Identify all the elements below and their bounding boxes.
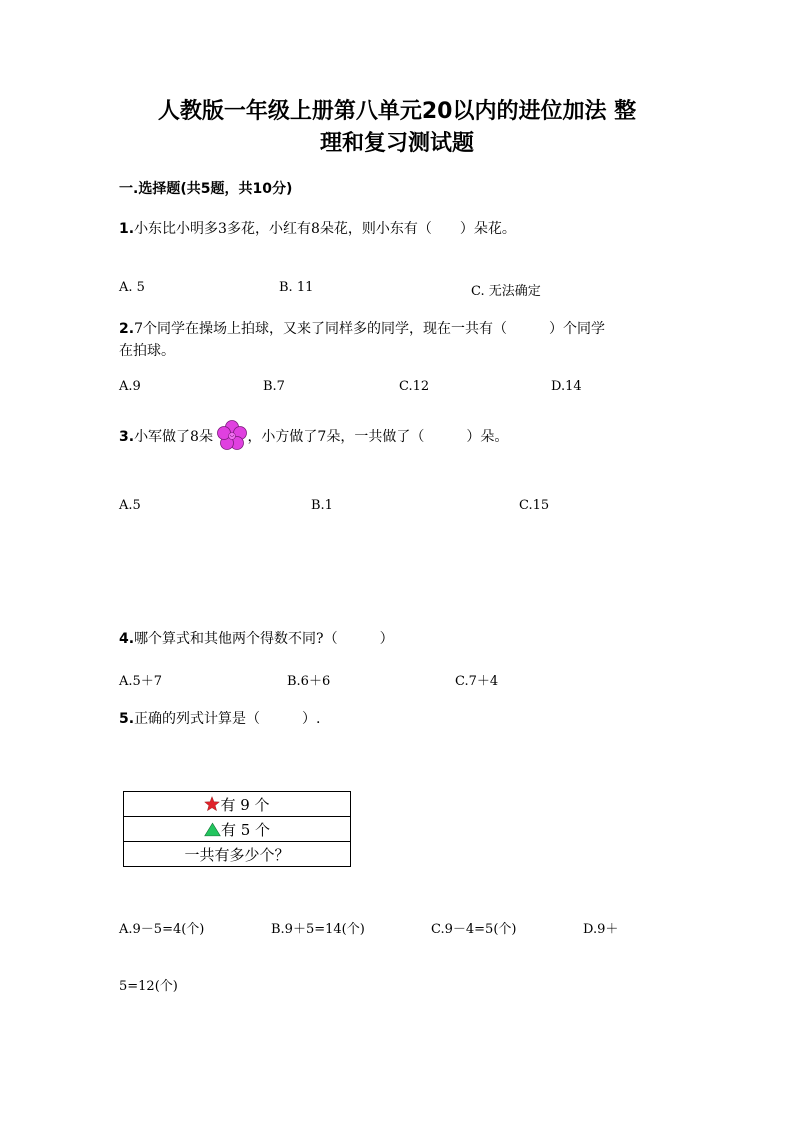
q3-option-c[interactable]: C.15 [519, 498, 550, 513]
question-4 [119, 628, 394, 648]
question-5 [119, 708, 321, 728]
q5-option-a[interactable]: A.9－5=4(个) [119, 922, 205, 937]
q5-option-b[interactable]: B.9＋5=14(个) [271, 922, 365, 937]
table-row [124, 792, 351, 817]
green-triangle-icon [204, 822, 221, 837]
section-heading: 一.选择题(共5题，共10分) [119, 181, 293, 197]
q2-option-b[interactable]: B.7 [263, 379, 285, 394]
q5-option-c[interactable]: C.9－4=5(个) [431, 922, 517, 937]
question-number: 2. [119, 321, 135, 337]
question-1 [119, 218, 516, 238]
q4-option-c[interactable]: C.7＋4 [455, 674, 499, 689]
table-row [124, 842, 351, 867]
flower-icon [217, 419, 247, 455]
table-cell-text: 有 9 个 [220, 795, 270, 814]
question-2-line1 [119, 318, 605, 338]
page-title-line2: 理和复习测试题 [319, 131, 474, 156]
question-number: 4. [119, 631, 135, 647]
q3-option-b[interactable]: B.1 [311, 498, 333, 513]
q2-option-c[interactable]: C.12 [399, 379, 430, 394]
q4-option-a[interactable]: A.5＋7 [119, 674, 163, 689]
q1-option-c[interactable]: C. 无法确定 [471, 284, 541, 299]
table-cell-text: 一共有多少个？ [184, 845, 290, 864]
question-2-line2: 在拍球。 [119, 343, 175, 359]
question-text: 小东比小明多3多花，小红有8朵花，则小东有（ ）朵花。 [134, 221, 516, 237]
q2-option-a[interactable]: A.9 [119, 379, 141, 394]
table-row [124, 817, 351, 842]
q1-option-a[interactable]: A. 5 [119, 280, 145, 295]
question-text: 正确的列式计算是（ ）. [134, 711, 321, 727]
question-text: 哪个算式和其他两个得数不同?（ ） [134, 631, 394, 647]
info-table [123, 791, 351, 867]
question-number: 1. [119, 221, 135, 237]
question-3 [119, 419, 508, 455]
q2-option-d[interactable]: D.14 [551, 379, 582, 394]
question-number: 3. [119, 429, 135, 445]
question-text-a: 小军做了8朵 [134, 429, 213, 445]
question-number: 5. [119, 711, 135, 727]
table-cell-text: 有 5 个 [220, 820, 271, 839]
q1-option-b[interactable]: B. 11 [279, 280, 314, 295]
q5-option-d[interactable]: D.9＋ [583, 922, 619, 937]
q5-option-d-continuation: 5=12(个) [119, 979, 178, 994]
red-star-icon [204, 796, 220, 812]
q3-option-a[interactable]: A.5 [119, 498, 141, 513]
question-text-b: ，小方做了7朵，一共做了（ ）朵。 [247, 429, 509, 445]
q4-option-b[interactable]: B.6＋6 [287, 674, 331, 689]
page-title-line1: 人教版一年级上册第八单元20以内的进位加法 整 [157, 99, 637, 124]
question-text: 7个同学在操场上拍球，又来了同样多的同学，现在一共有（ ）个同学 [134, 321, 605, 337]
